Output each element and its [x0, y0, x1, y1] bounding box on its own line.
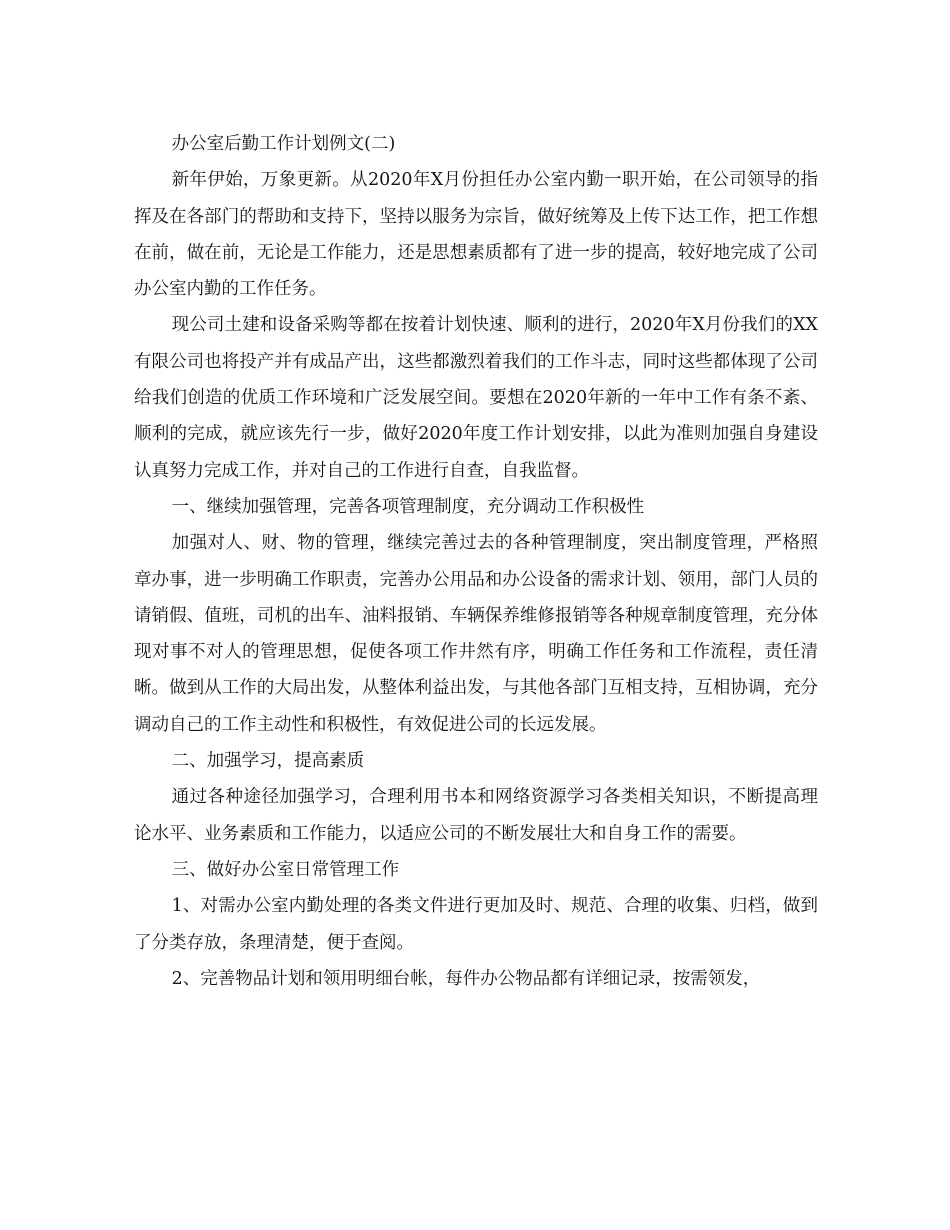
list-item-2: 2、完善物品计划和领用明细台帐，每件办公物品都有详细记录，按需领发， — [171, 968, 761, 989]
paragraph-learning: 通过各种途径加强学习，合理利用书本和网络资源学习各类相关知识，不断提高理论水平、业务素质和工作能力，以适应公司的不断发展壮大和自身工作的需要。 — [134, 787, 818, 844]
document-title: 办公室后勤工作计划例文(二) — [171, 134, 396, 154]
paragraph-intro: 新年伊始，万象更新。从2020年X月份担任办公室内勤一职开始，在公司领导的指挥及在各部门的帮助和支持下，坚持以服务为宗旨，做好统筹及上传下达工作，把工作想在前，做在前，无论是工作能力，还是思想素质都有了进一步的提高，较好地完成了公司办公室内勤的工作任务。 — [134, 170, 818, 300]
section-heading-2: 二、加强学习，提高素质 — [171, 751, 365, 772]
paragraph-management: 加强对人、财、物的管理，继续完善过去的各种管理制度，突出制度管理，严格照章办事，进一步明确工作职责，完善办公用品和办公设备的需求计划、领用，部门人员的请销假、值班，司机的出车、油料报销、车辆保养维修报销等各种规章制度管理，充分体现对事不对人的管理思想，促使各项工作井然有序，明确工作任务和工作流程，责任清晰。做到从工作的大局出发，从整体利益出发，与其他各部门互相支持，互相协调，充分调动自己的工作主动性和积极性，有效促进公司的长远发展。 — [134, 533, 818, 735]
list-item-1: 1、对需办公室内勤处理的各类文件进行更加及时、规范、合理的收集、归档，做到了分类存放，条理清楚，便于查阅。 — [134, 896, 818, 953]
section-heading-3: 三、做好办公室日常管理工作 — [171, 859, 400, 880]
document-body — [134, 126, 818, 997]
section-heading-1: 一、继续加强管理，完善各项管理制度，充分调动工作积极性 — [171, 496, 645, 517]
paragraph-background: 现公司土建和设备采购等都在按着计划快速、顺利的进行，2020年X月份我们的XX有限公司也将投产并有成品产出，这些都激烈着我们的工作斗志，同时这些都体现了公司给我们创造的优质工作环境和广泛发展空间。要想在2020年新的一年中工作有条不紊、顺利的完成，就应该先行一步，做好2020年度工作计划安排，以此为准则加强自身建设认真努力完成工作，并对自己的工作进行自查，自我监督。 — [134, 315, 818, 481]
